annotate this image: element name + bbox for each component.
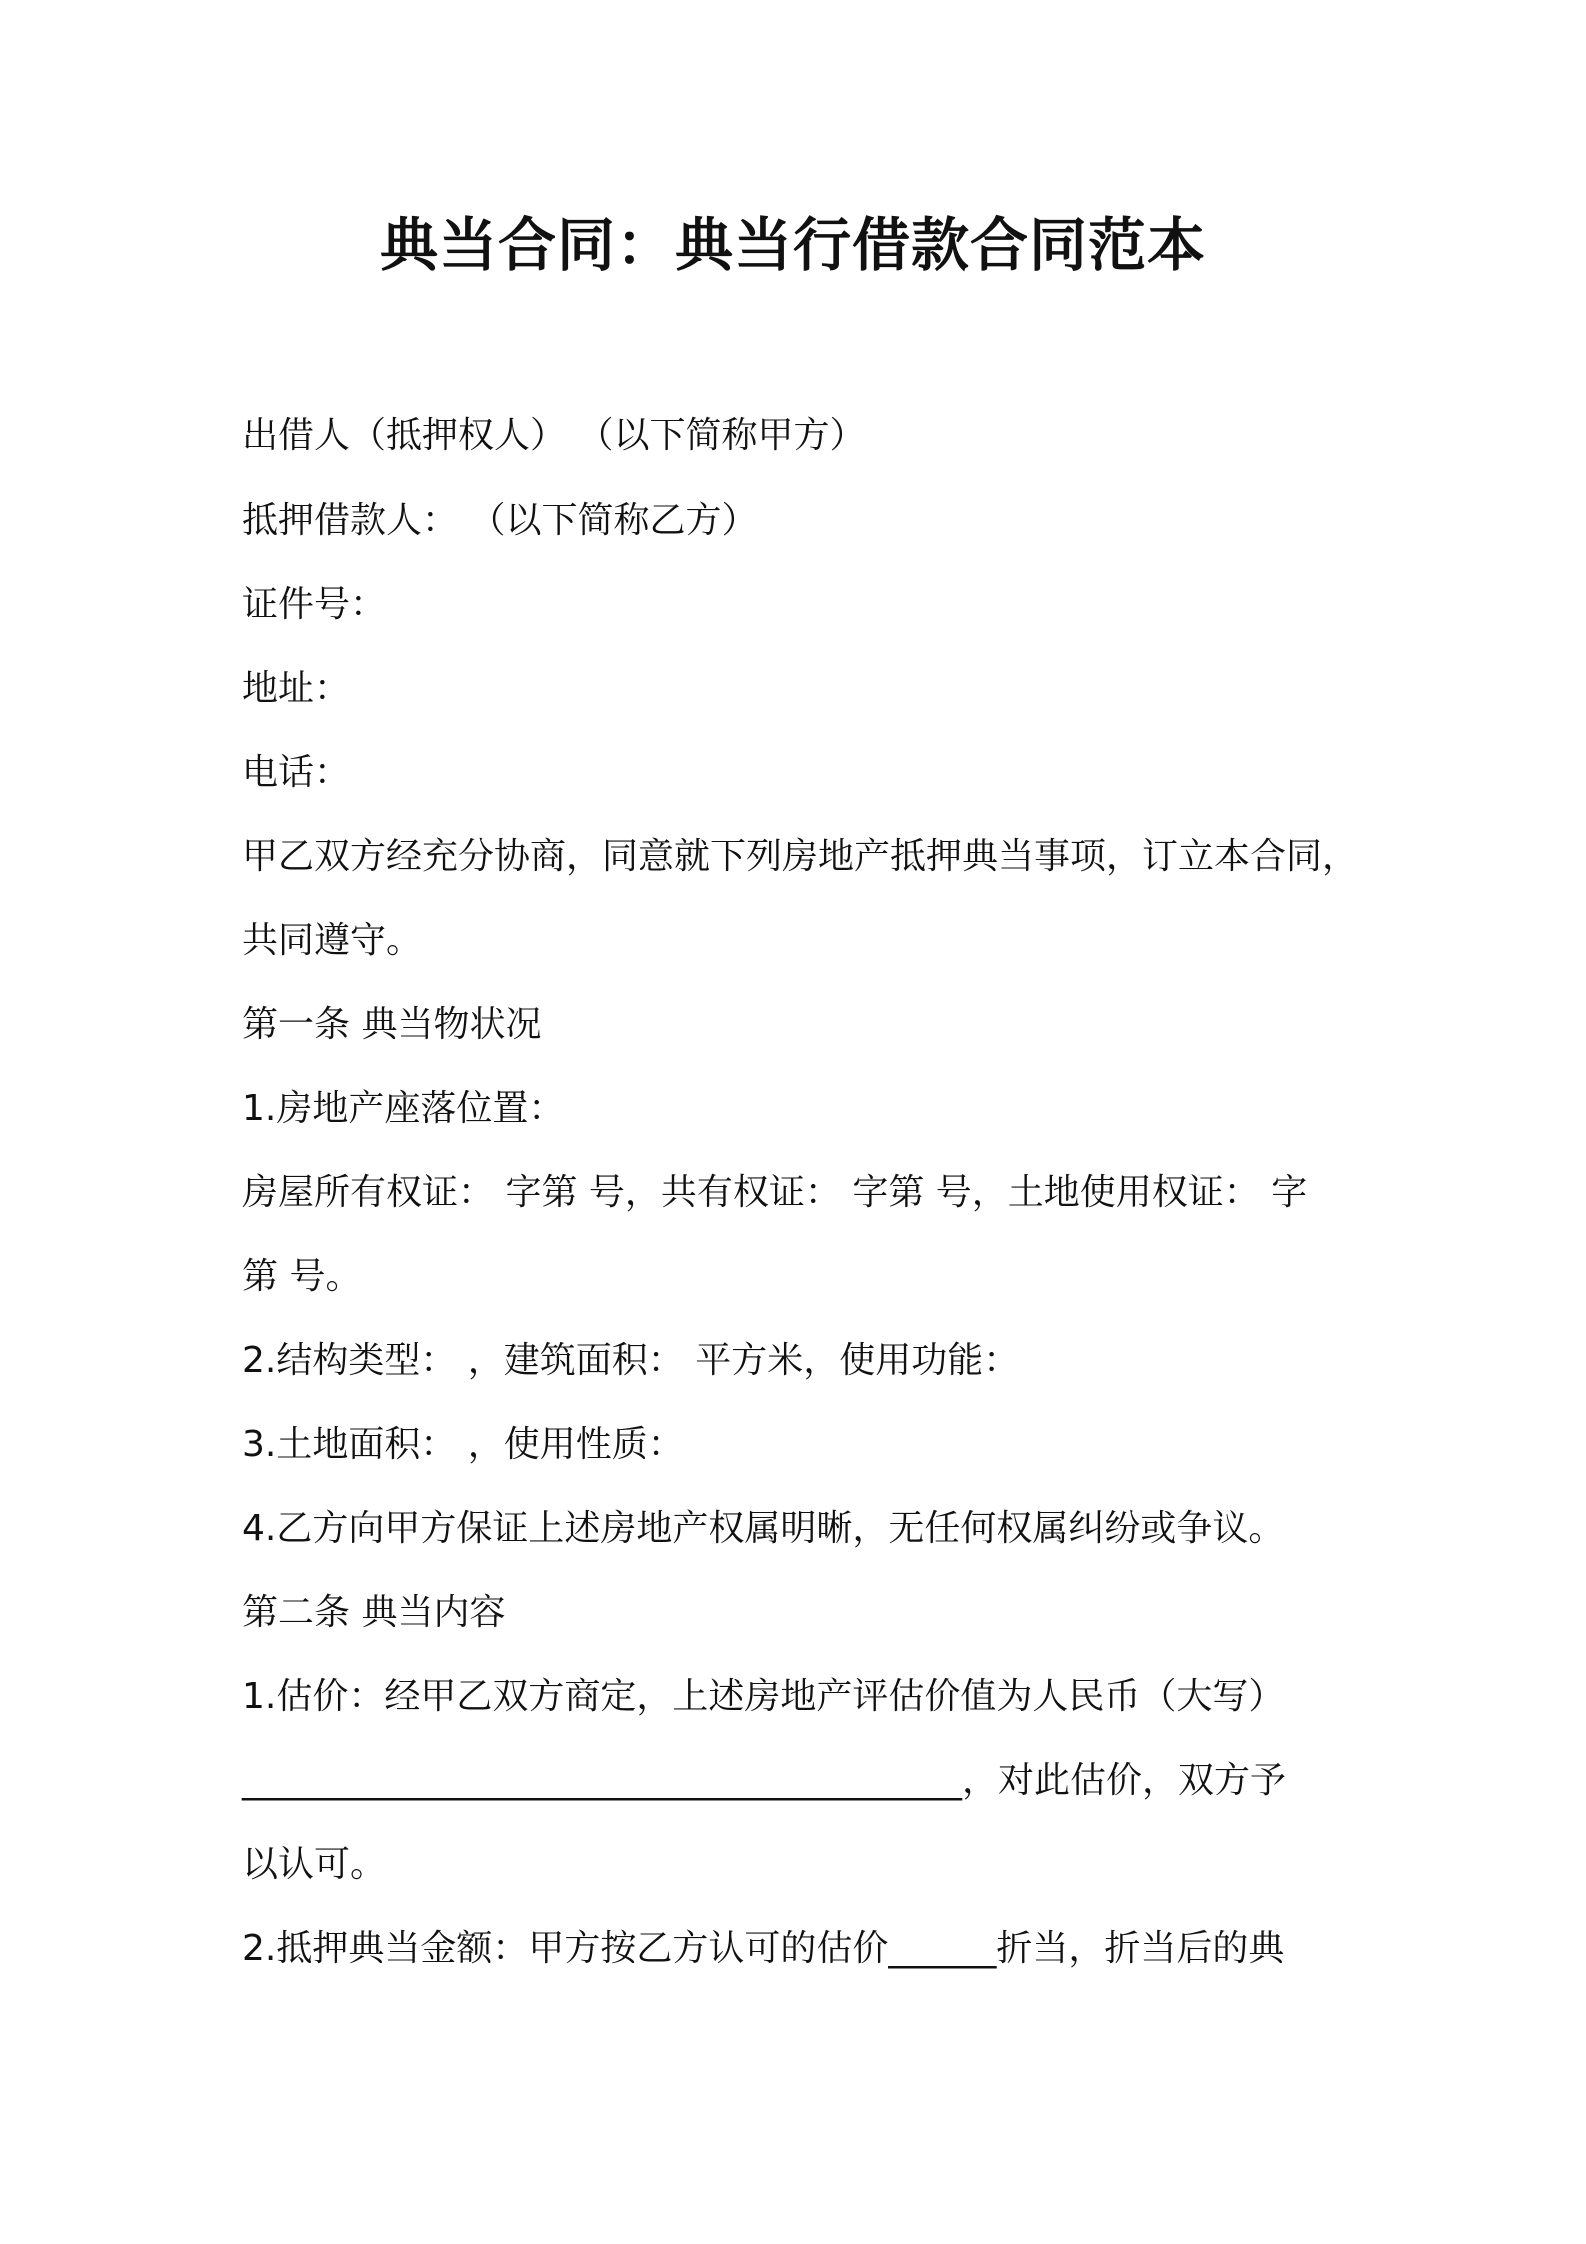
preamble-line-2: 共同遵守。 xyxy=(242,920,423,961)
borrower-line: 抵押借款人： （以下简称乙方） xyxy=(242,500,758,541)
valuation-approval-line: 以认可。 xyxy=(242,1844,387,1885)
id-number-line: 证件号： xyxy=(242,584,387,625)
article-2-heading: 第二条 典当内容 xyxy=(242,1592,506,1633)
article-1-item-4: 4.乙方向甲方保证上述房地产权属明晰，无任何权属纠纷或争议。 xyxy=(242,1508,1285,1549)
article-1-heading: 第一条 典当物状况 xyxy=(242,1004,542,1045)
article-1-item-1: 1.房地产座落位置： xyxy=(242,1088,565,1129)
valuation-blank-line: ________________________________________，对此估价，双方予 xyxy=(242,1760,1287,1801)
lender-line: 出借人（抵押权人） （以下简称甲方） xyxy=(242,415,866,456)
article-1-item-3: 3.土地面积： ，使用性质： xyxy=(242,1424,684,1465)
article-2-item-1: 1.估价：经甲乙双方商定，上述房地产评估价值为人民币（大写） xyxy=(242,1676,1285,1717)
article-2-item-2: 2.抵押典当金额：甲方按乙方认可的估价______折当，折当后的典 xyxy=(242,1928,1285,1969)
address-line: 地址： xyxy=(242,668,351,709)
document-title: 典当合同：典当行借款合同范本 xyxy=(379,211,1206,279)
phone-line: 电话： xyxy=(242,752,351,793)
article-1-item-2: 2.结构类型： ，建筑面积： 平方米，使用功能： xyxy=(242,1340,1020,1381)
certificate-line-1: 房屋所有权证： 字第 号，共有权证： 字第 号，土地使用权证： 字 xyxy=(242,1172,1308,1213)
certificate-line-2: 第 号。 xyxy=(242,1256,362,1297)
preamble-line-1: 甲乙双方经充分协商，同意就下列房地产抵押典当事项，订立本合同， xyxy=(242,836,1359,877)
